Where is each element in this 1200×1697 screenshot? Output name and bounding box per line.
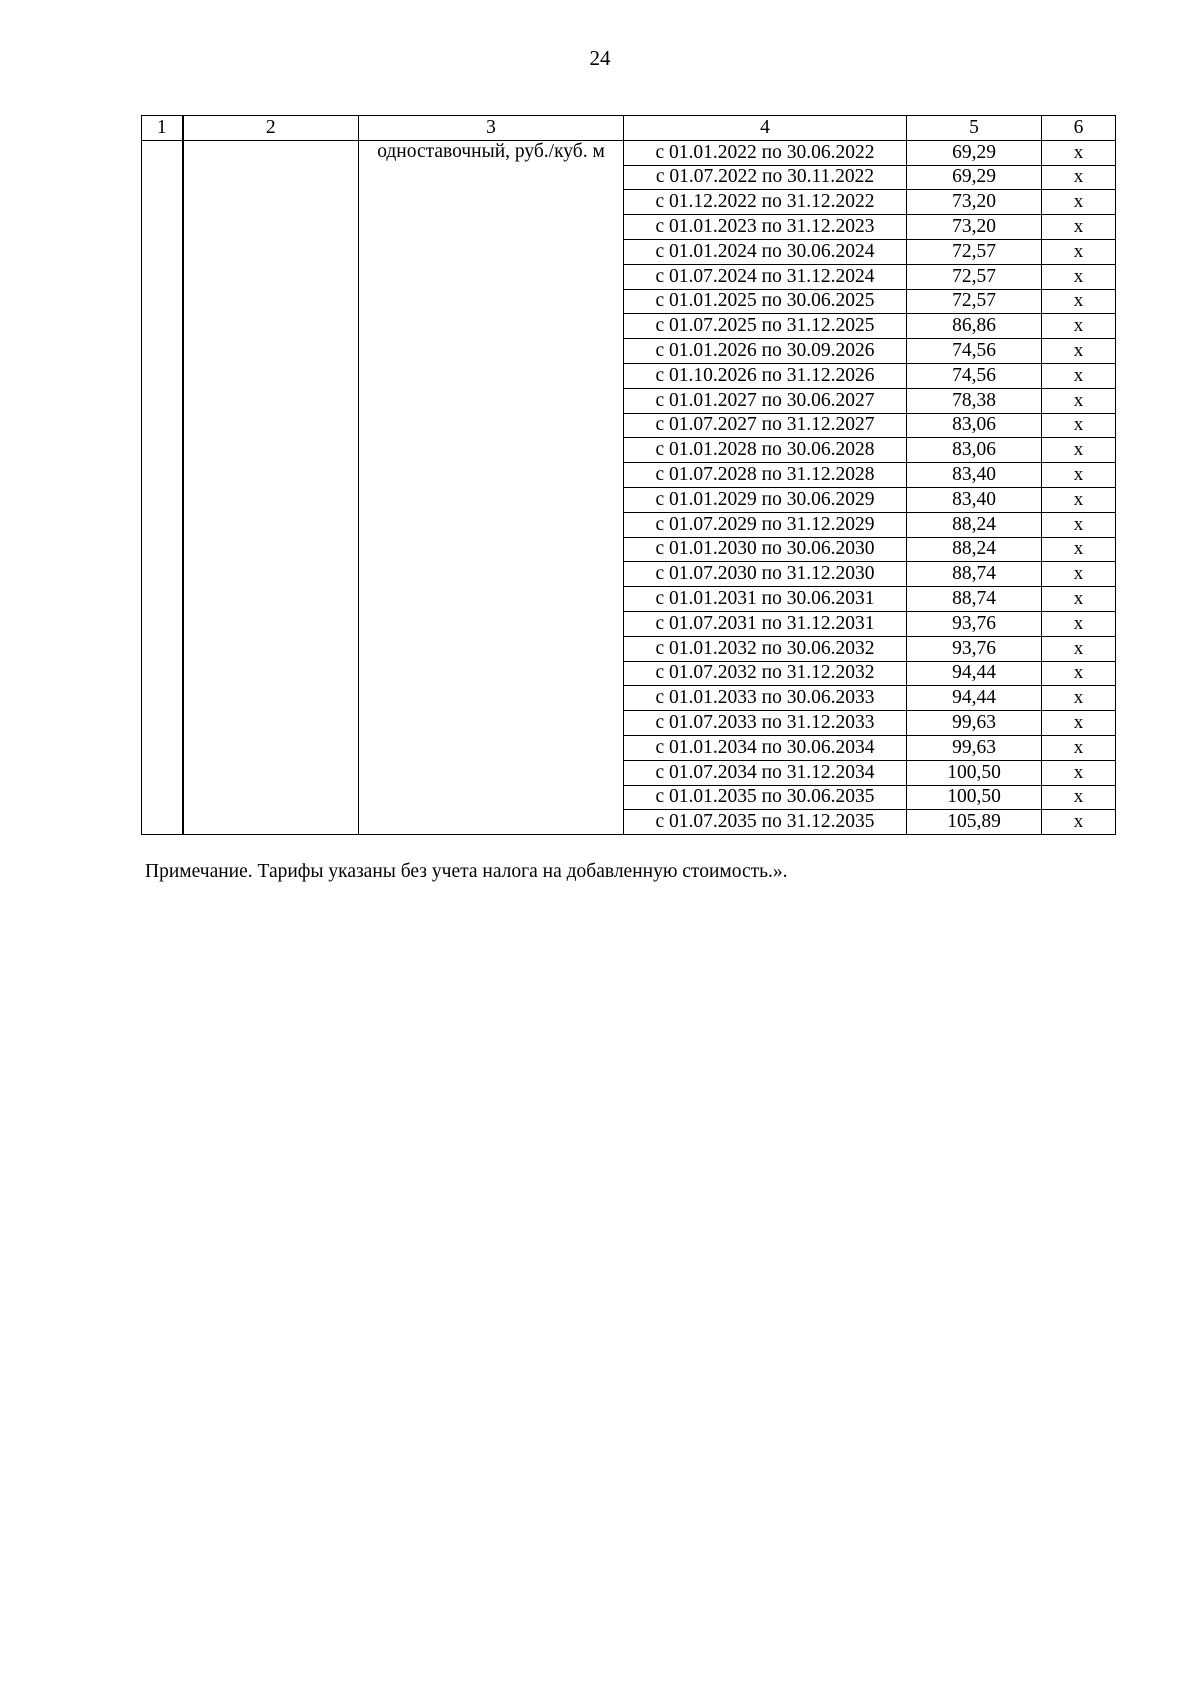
cell-mark: х	[1042, 363, 1116, 388]
tax-note: Примечание. Тарифы указаны без учета налога на добавленную стоимость.».	[145, 861, 788, 882]
cell-tariff-value: 73,20	[907, 215, 1042, 240]
cell-tariff-value: 83,06	[907, 438, 1042, 463]
cell-tariff-value: 83,40	[907, 463, 1042, 488]
cell-col-2	[183, 140, 359, 834]
cell-period: с 01.01.2035 по 30.06.2035	[624, 785, 907, 810]
cell-tariff-value: 72,57	[907, 239, 1042, 264]
column-header-2: 2	[183, 116, 359, 141]
cell-tariff-value: 88,74	[907, 562, 1042, 587]
cell-mark: х	[1042, 661, 1116, 686]
cell-mark: х	[1042, 810, 1116, 835]
cell-mark: х	[1042, 215, 1116, 240]
column-header-3: 3	[359, 116, 624, 141]
cell-tariff-value: 72,57	[907, 264, 1042, 289]
cell-period: с 01.01.2032 по 30.06.2032	[624, 636, 907, 661]
cell-mark: х	[1042, 587, 1116, 612]
cell-period: с 01.01.2033 по 30.06.2033	[624, 686, 907, 711]
table-body	[142, 140, 1116, 834]
cell-col-1	[142, 140, 183, 834]
cell-tariff-type: одноставочный, руб./куб. м	[359, 140, 624, 834]
cell-mark: х	[1042, 512, 1116, 537]
cell-tariff-value: 100,50	[907, 785, 1042, 810]
cell-tariff-value: 86,86	[907, 314, 1042, 339]
cell-period: с 01.01.2029 по 30.06.2029	[624, 487, 907, 512]
cell-period: с 01.07.2035 по 31.12.2035	[624, 810, 907, 835]
cell-period: с 01.07.2032 по 31.12.2032	[624, 661, 907, 686]
cell-period: с 01.01.2023 по 31.12.2023	[624, 215, 907, 240]
cell-tariff-value: 99,63	[907, 735, 1042, 760]
cell-mark: х	[1042, 140, 1116, 165]
table-row	[142, 140, 1116, 165]
column-header-6: 6	[1042, 116, 1116, 141]
cell-tariff-value: 72,57	[907, 289, 1042, 314]
cell-period: с 01.07.2033 по 31.12.2033	[624, 711, 907, 736]
cell-period: с 01.01.2024 по 30.06.2024	[624, 239, 907, 264]
cell-period: с 01.07.2031 по 31.12.2031	[624, 611, 907, 636]
cell-tariff-value: 74,56	[907, 339, 1042, 364]
cell-period: с 01.07.2024 по 31.12.2024	[624, 264, 907, 289]
cell-tariff-value: 93,76	[907, 611, 1042, 636]
cell-mark: х	[1042, 711, 1116, 736]
cell-period: с 01.01.2022 по 30.06.2022	[624, 140, 907, 165]
cell-period: с 01.07.2028 по 31.12.2028	[624, 463, 907, 488]
cell-tariff-value: 78,38	[907, 388, 1042, 413]
cell-mark: х	[1042, 438, 1116, 463]
table-header-row	[142, 116, 1116, 141]
cell-tariff-value: 83,06	[907, 413, 1042, 438]
cell-mark: х	[1042, 760, 1116, 785]
tariff-table	[141, 115, 1116, 835]
cell-tariff-value: 88,74	[907, 587, 1042, 612]
column-header-5: 5	[907, 116, 1042, 141]
cell-mark: х	[1042, 388, 1116, 413]
cell-period: с 01.01.2027 по 30.06.2027	[624, 388, 907, 413]
cell-mark: х	[1042, 487, 1116, 512]
cell-mark: х	[1042, 463, 1116, 488]
cell-period: с 01.07.2022 по 30.11.2022	[624, 165, 907, 190]
cell-period: с 01.07.2025 по 31.12.2025	[624, 314, 907, 339]
cell-mark: х	[1042, 314, 1116, 339]
cell-mark: х	[1042, 239, 1116, 264]
cell-mark: х	[1042, 339, 1116, 364]
cell-tariff-value: 73,20	[907, 190, 1042, 215]
cell-period: с 01.10.2026 по 31.12.2026	[624, 363, 907, 388]
cell-tariff-value: 94,44	[907, 686, 1042, 711]
column-header-4: 4	[624, 116, 907, 141]
cell-period: с 01.07.2034 по 31.12.2034	[624, 760, 907, 785]
cell-tariff-value: 88,24	[907, 537, 1042, 562]
cell-tariff-value: 69,29	[907, 165, 1042, 190]
cell-period: с 01.12.2022 по 31.12.2022	[624, 190, 907, 215]
cell-tariff-value: 105,89	[907, 810, 1042, 835]
cell-period: с 01.01.2028 по 30.06.2028	[624, 438, 907, 463]
cell-tariff-value: 99,63	[907, 711, 1042, 736]
cell-period: с 01.01.2026 по 30.09.2026	[624, 339, 907, 364]
cell-tariff-value: 93,76	[907, 636, 1042, 661]
cell-mark: х	[1042, 636, 1116, 661]
cell-mark: х	[1042, 289, 1116, 314]
cell-period: с 01.01.2025 по 30.06.2025	[624, 289, 907, 314]
cell-mark: х	[1042, 190, 1116, 215]
cell-mark: х	[1042, 165, 1116, 190]
cell-mark: х	[1042, 562, 1116, 587]
cell-period: с 01.01.2030 по 30.06.2030	[624, 537, 907, 562]
cell-mark: х	[1042, 413, 1116, 438]
cell-mark: х	[1042, 686, 1116, 711]
cell-period: с 01.07.2030 по 31.12.2030	[624, 562, 907, 587]
cell-mark: х	[1042, 537, 1116, 562]
cell-mark: х	[1042, 735, 1116, 760]
cell-period: с 01.07.2029 по 31.12.2029	[624, 512, 907, 537]
cell-mark: х	[1042, 264, 1116, 289]
cell-tariff-value: 100,50	[907, 760, 1042, 785]
cell-tariff-value: 74,56	[907, 363, 1042, 388]
cell-tariff-value: 83,40	[907, 487, 1042, 512]
page-number: 24	[589, 46, 611, 70]
cell-period: с 01.01.2031 по 30.06.2031	[624, 587, 907, 612]
cell-mark: х	[1042, 611, 1116, 636]
cell-mark: х	[1042, 785, 1116, 810]
column-header-1: 1	[142, 116, 183, 141]
cell-tariff-value: 88,24	[907, 512, 1042, 537]
cell-tariff-value: 69,29	[907, 140, 1042, 165]
cell-tariff-value: 94,44	[907, 661, 1042, 686]
cell-period: с 01.01.2034 по 30.06.2034	[624, 735, 907, 760]
cell-period: с 01.07.2027 по 31.12.2027	[624, 413, 907, 438]
